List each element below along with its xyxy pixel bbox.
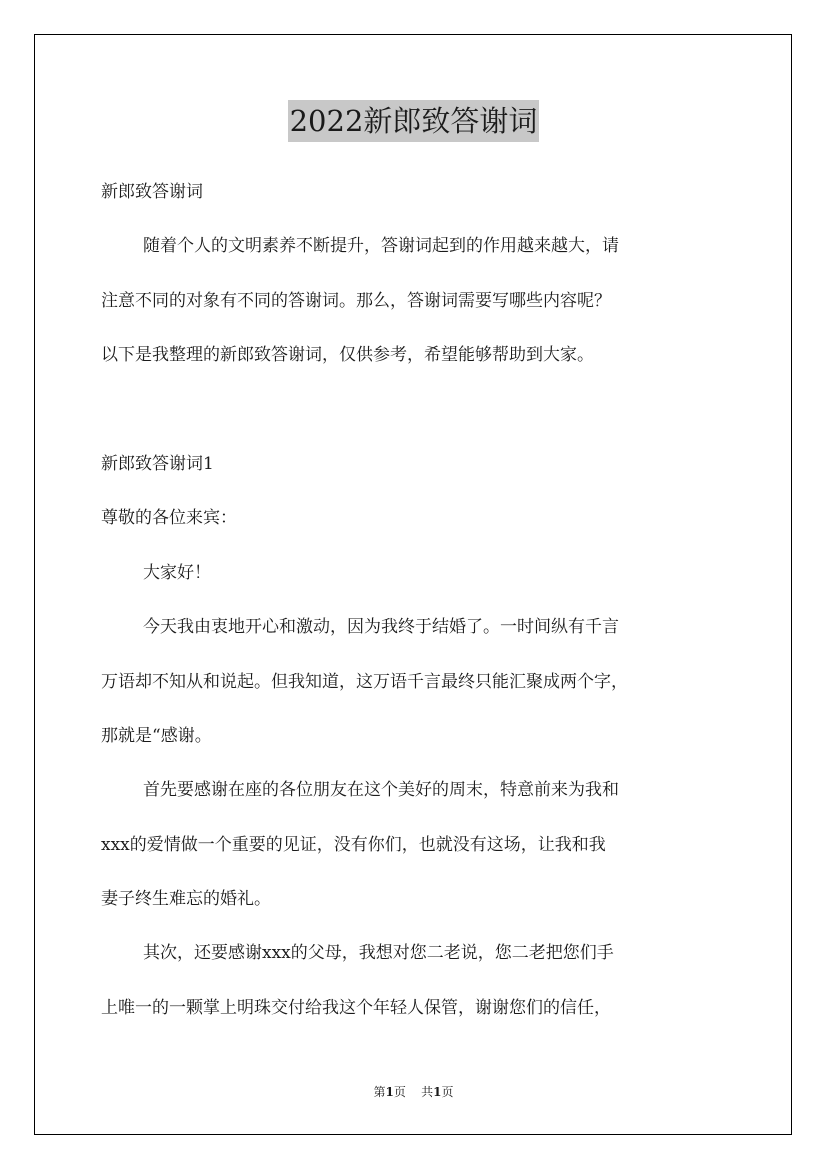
text-line: 那就是“感谢。 <box>101 725 212 746</box>
text-line: 新郎致答谢词 <box>101 182 203 202</box>
page-footer <box>0 1082 827 1102</box>
page-number-label: 第1页 <box>373 1085 406 1099</box>
text-line: 尊敬的各位来宾： <box>101 508 237 529</box>
text-line: xxx的爱情做一个重要的见证，没有你们，也就没有这场，让我和我 <box>101 834 606 855</box>
page-total: 1 <box>433 1085 442 1099</box>
text-line: 注意不同的对象有不同的答谢词。那么，答谢词需要写哪些内容呢？ <box>101 290 611 311</box>
text-line: 以下是我整理的新郎致答谢词，仅供参考，希望能够帮助到大家。 <box>101 345 594 366</box>
text-line: 其次，还要感谢xxx的父母，我想对您二老说，您二老把您们手 <box>143 943 614 964</box>
text-line: 随着个人的文明素养不断提升，答谢词起到的作用越来越大，请 <box>143 236 619 257</box>
text-line: 大家好！ <box>143 562 211 583</box>
text-line: 上唯一的一颗掌上明珠交付给我这个年轻人保管，谢谢您们的信任， <box>101 997 611 1018</box>
document-title-text: 2022新郎致答谢词 <box>288 100 540 142</box>
text-line: 万语却不知从和说起。但我知道，这万语千言最终只能汇聚成两个字， <box>101 671 628 692</box>
document-body <box>101 165 731 1035</box>
page-total-label: 共1页 <box>421 1085 454 1099</box>
text-line: 妻子终生难忘的婚礼。 <box>101 889 271 910</box>
document-title <box>0 100 827 142</box>
text-line: 首先要感谢在座的各位朋友在这个美好的周末，特意前来为我和 <box>143 780 619 801</box>
text-line: 今天我由衷地开心和激动，因为我终于结婚了。一时间纵有千言 <box>143 617 619 638</box>
text-line: 新郎致答谢词1 <box>101 453 214 474</box>
page-current: 1 <box>385 1085 394 1099</box>
blank-line <box>101 383 731 437</box>
